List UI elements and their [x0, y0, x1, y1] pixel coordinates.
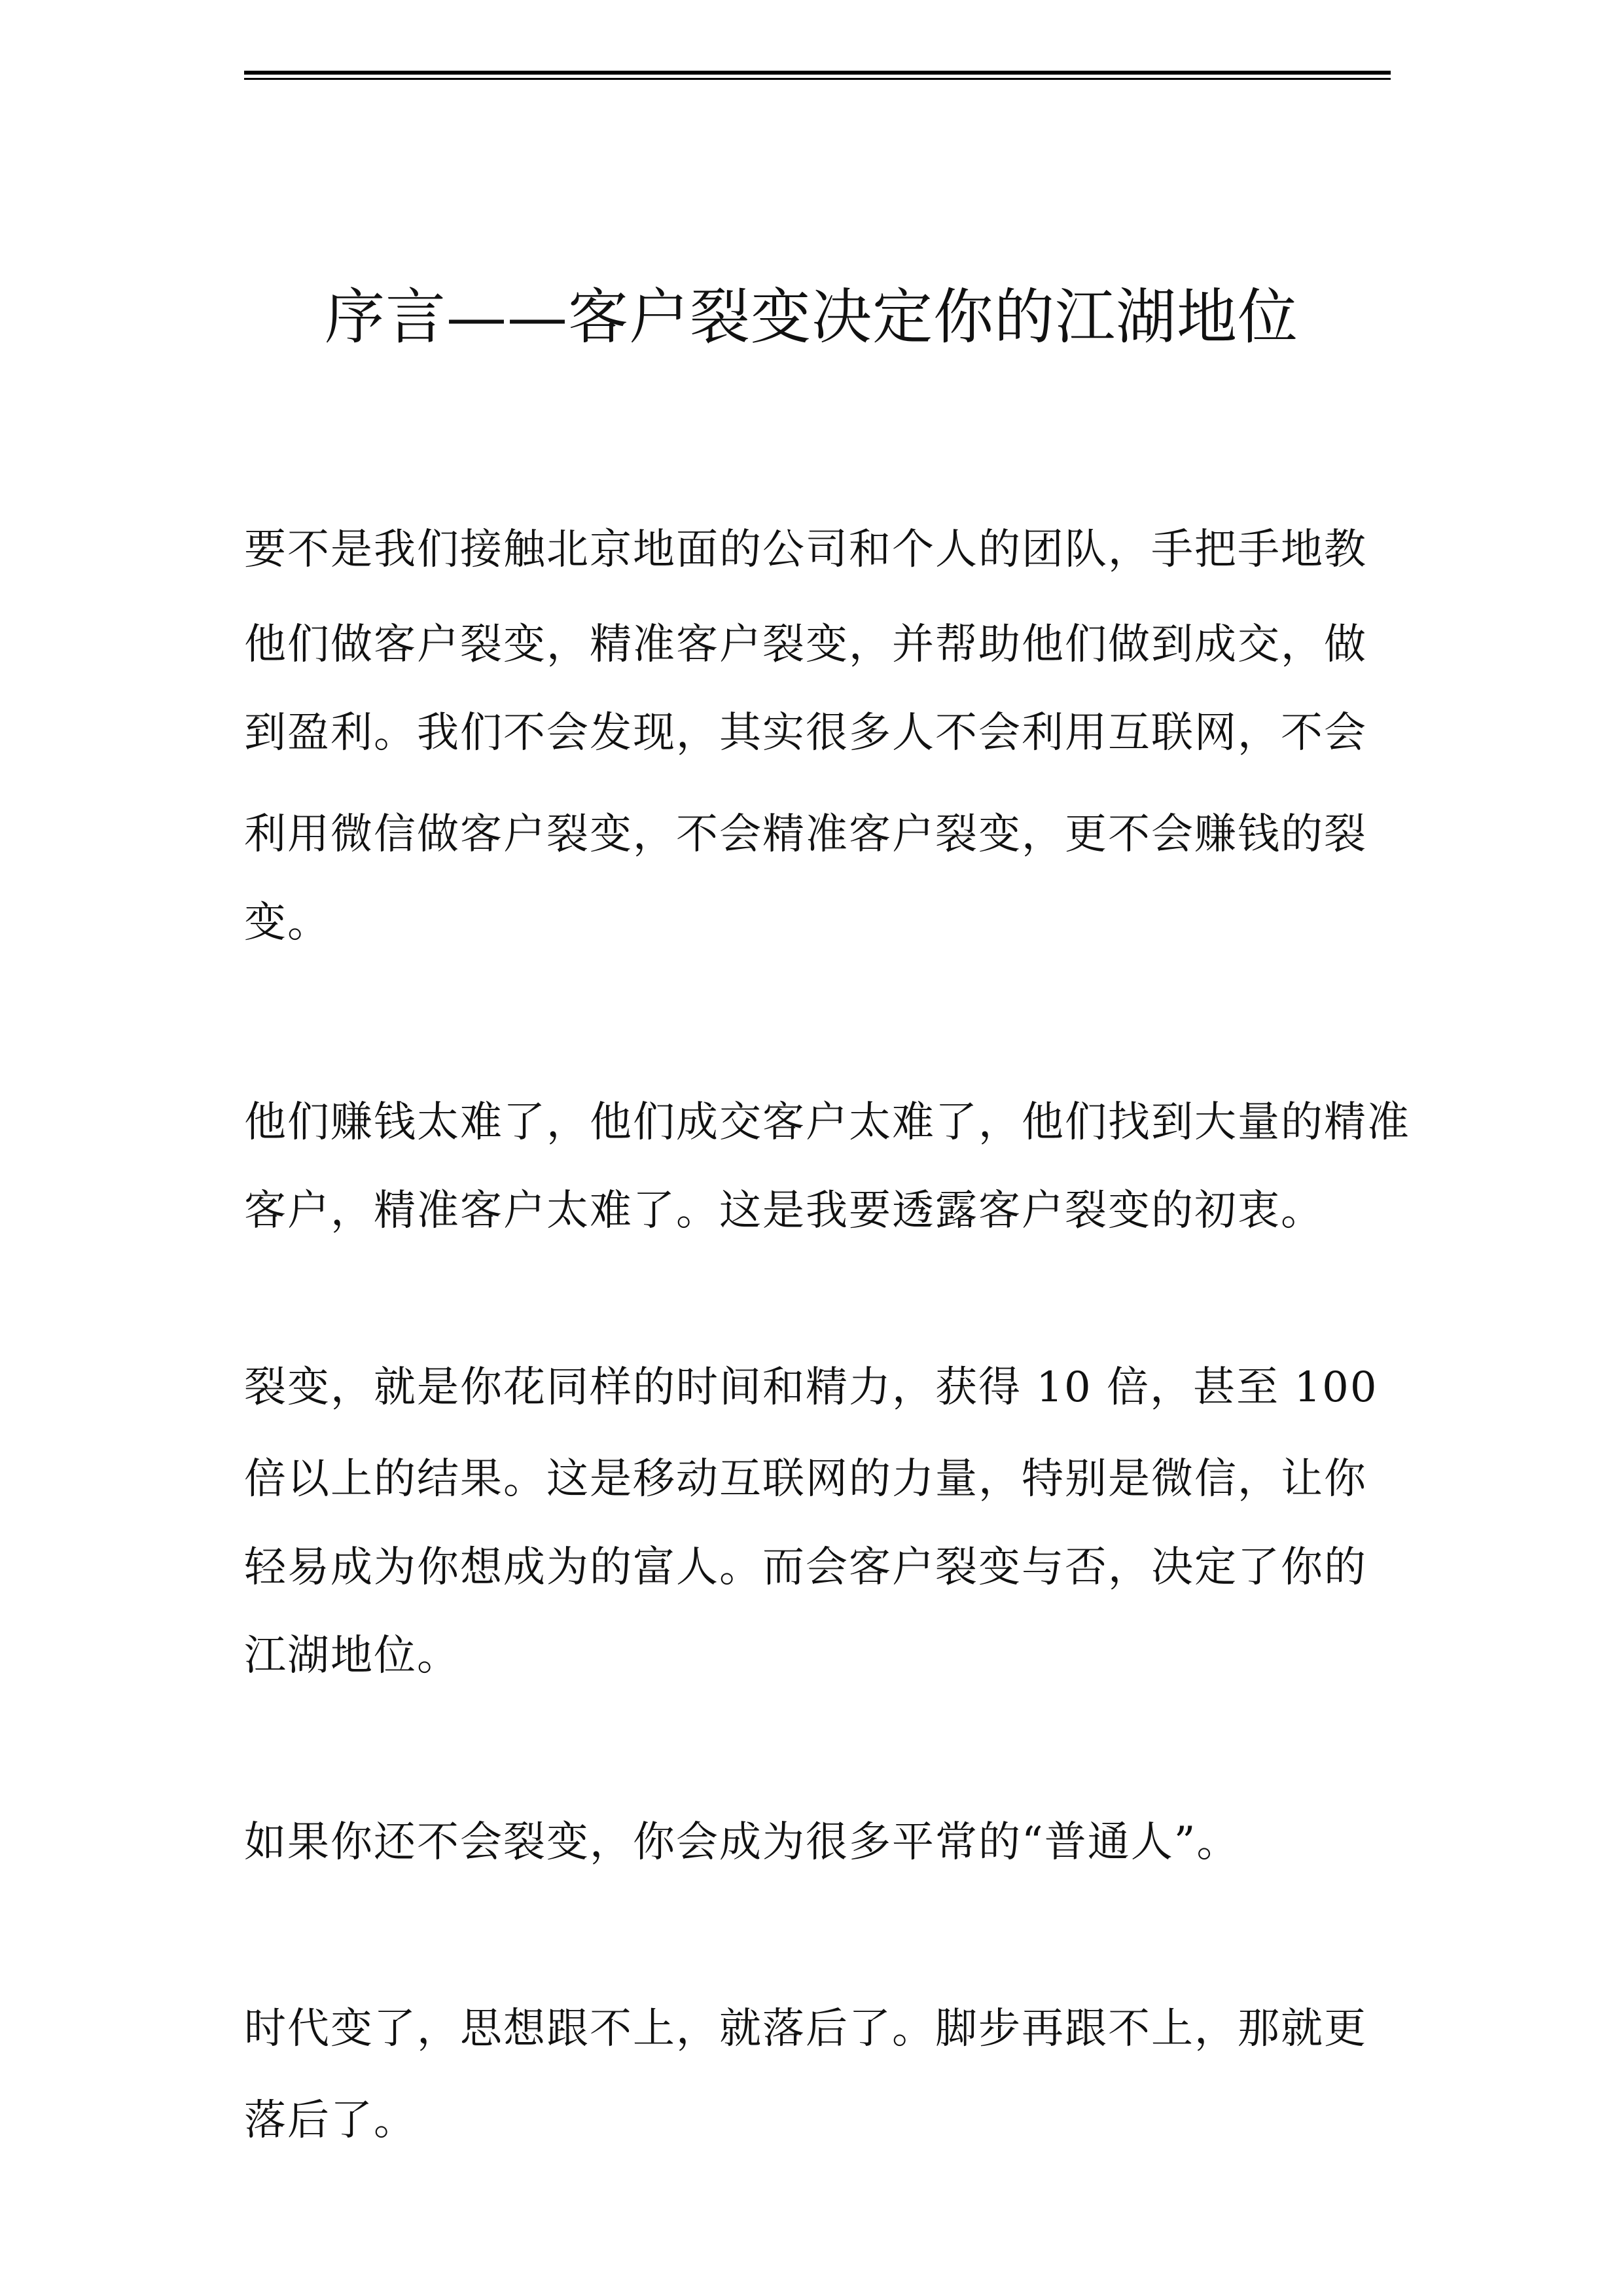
paragraph-line: 他们做客户裂变，精准客户裂变，并帮助他们做到成交，做 [244, 620, 1367, 669]
header-rule-thin [244, 78, 1391, 80]
paragraph-line: 客户，精准客户太难了。这是我要透露客户裂变的初衷。 [244, 1187, 1324, 1235]
paragraph-line: 要不是我们接触北京地面的公司和个人的团队，手把手地教 [244, 526, 1367, 574]
paragraph-line: 落后了。 [244, 2096, 417, 2145]
paragraph-line: 江湖地位。 [244, 1632, 460, 1680]
header-rule-thick [244, 71, 1391, 75]
paragraph-line: 裂变，就是你花同样的时间和精力，获得 10 倍，甚至 100 [244, 1363, 1378, 1412]
page-title: 序言——客户裂变决定你的江湖地位 [324, 282, 1298, 352]
paragraph-line: 时代变了，思想跟不上，就落后了。脚步再跟不上，那就更 [244, 2005, 1367, 2053]
paragraph-line: 轻易成为你想成为的富人。而会客户裂变与否，决定了你的 [244, 1543, 1367, 1592]
paragraph-line: 倍以上的结果。这是移动互联网的力量，特别是微信，让你 [244, 1455, 1367, 1503]
paragraph-line: 变。 [244, 899, 330, 947]
paragraph-line: 如果你还不会裂变，你会成为很多平常的“普通人”。 [244, 1818, 1240, 1867]
paragraph-line: 他们赚钱太难了，他们成交客户太难了，他们找到大量的精准 [244, 1098, 1410, 1147]
paragraph-line: 利用微信做客户裂变，不会精准客户裂变，更不会赚钱的裂 [244, 810, 1367, 859]
paragraph-line: 到盈利。我们不会发现，其实很多人不会利用互联网，不会 [244, 709, 1367, 757]
